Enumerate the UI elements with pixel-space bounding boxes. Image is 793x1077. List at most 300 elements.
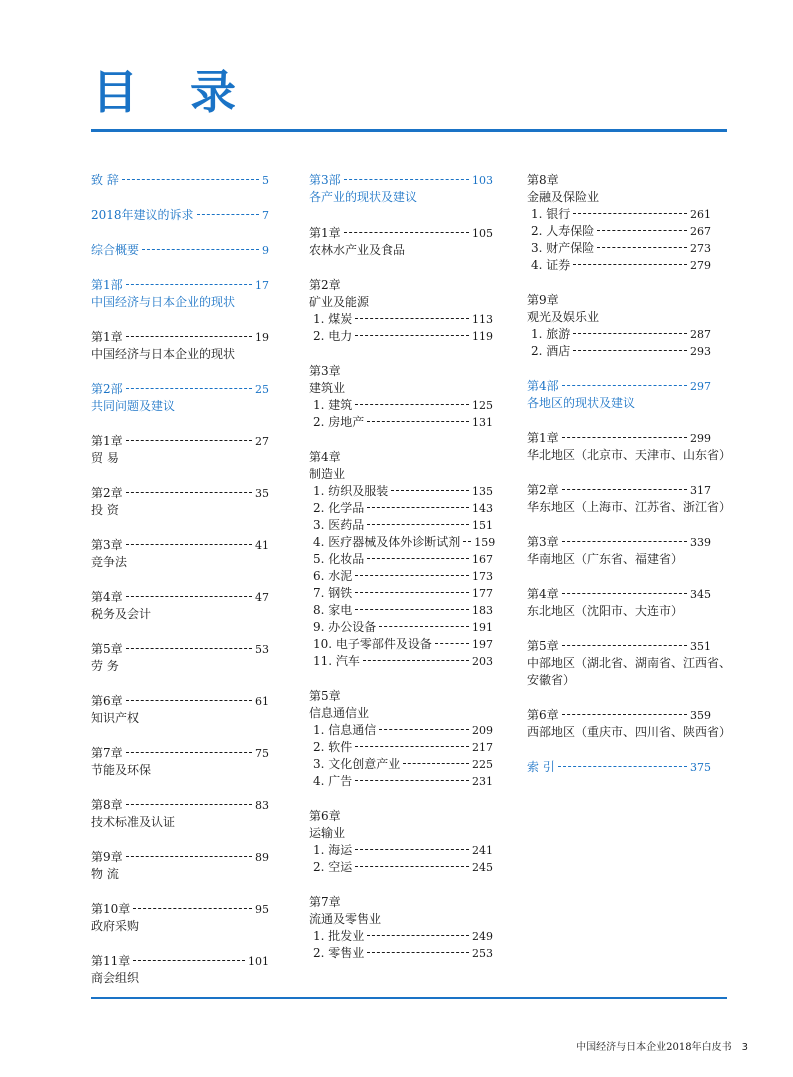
toc-entry [91, 953, 269, 987]
toc-page-number: 119 [472, 330, 493, 343]
toc-heading-link[interactable] [91, 641, 269, 658]
toc-item-link[interactable] [309, 397, 493, 414]
toc-item-link[interactable] [309, 928, 493, 945]
toc-heading-link[interactable] [309, 449, 493, 466]
title-underline [91, 129, 727, 132]
toc-label: 8. 家电 [313, 603, 353, 617]
toc-page-number: 173 [472, 570, 493, 583]
toc-item-link[interactable] [309, 756, 493, 773]
toc-entry [309, 277, 493, 345]
toc-label: 1. 建筑 [313, 398, 353, 412]
toc-label: 4. 证券 [531, 258, 571, 272]
toc-label: 第4章 [91, 590, 123, 604]
toc-entry [91, 849, 269, 883]
leader-dots [355, 318, 469, 319]
toc-heading-link[interactable] [527, 586, 711, 603]
toc-entry [527, 430, 732, 464]
footer-rule [91, 997, 727, 999]
toc-label: 第9章 [91, 850, 123, 864]
toc-subtitle: 商会组织 [91, 971, 140, 985]
toc-entry [527, 292, 711, 360]
toc-item-link[interactable] [309, 585, 493, 602]
toc-label: 11. 汽车 [313, 654, 360, 668]
toc-label: 致 辞 [91, 173, 119, 187]
toc-heading-link[interactable] [309, 894, 493, 911]
toc-page-number: 317 [690, 484, 711, 497]
toc-subtitle: 东北地区（沈阳市、大连市） [527, 604, 684, 618]
toc-label: 3. 财产保险 [531, 241, 595, 255]
toc-page-number: 339 [690, 536, 711, 549]
leader-dots [126, 388, 252, 389]
toc-page-number: 279 [690, 259, 711, 272]
leader-dots [573, 264, 687, 265]
leader-dots [367, 421, 469, 422]
leader-dots [391, 490, 469, 491]
toc-entry [91, 207, 269, 224]
toc-subtitle: 税务及会计 [91, 607, 152, 621]
toc-label: 第3章 [91, 538, 123, 552]
toc-heading-link[interactable] [527, 430, 711, 447]
toc-label: 3. 文化创意产业 [313, 757, 401, 771]
toc-subtitle: 劳 务 [91, 659, 119, 673]
toc-heading-link[interactable] [309, 808, 493, 825]
toc-page-number: 209 [472, 724, 493, 737]
leader-dots [367, 524, 469, 525]
toc-heading-link[interactable] [91, 745, 269, 762]
toc-heading-link[interactable] [309, 277, 493, 294]
toc-label: 第9章 [527, 293, 559, 307]
leader-dots [126, 700, 252, 701]
toc-heading-link[interactable] [91, 172, 269, 189]
leader-dots [367, 935, 469, 936]
toc-subtitle: 共同问题及建议 [91, 399, 176, 413]
toc-item-link[interactable] [309, 602, 493, 619]
toc-label: 第1章 [91, 434, 123, 448]
toc-label: 10. 电子零部件及设备 [313, 637, 432, 651]
footer-title: 中国经济与日本企业2018年白皮书 [576, 1042, 732, 1053]
leader-dots [562, 714, 687, 715]
toc-entry [91, 537, 269, 571]
leader-dots [126, 856, 252, 857]
toc-entry [309, 449, 496, 670]
toc-page-number: 217 [472, 741, 493, 754]
toc-item-link[interactable] [309, 551, 493, 568]
leader-dots [558, 766, 687, 767]
toc-label: 第8章 [527, 173, 559, 187]
toc-page-number: 287 [690, 328, 711, 341]
leader-dots [126, 752, 252, 753]
toc-page-number: 19 [255, 331, 269, 344]
toc-label: 3. 医药品 [313, 518, 365, 532]
toc-page-number: 191 [472, 621, 493, 634]
leader-dots [379, 626, 469, 627]
toc-label: 第6章 [527, 708, 559, 722]
toc-entry [527, 759, 711, 776]
leader-dots [562, 489, 687, 490]
toc-entry [91, 589, 269, 623]
toc-item-link[interactable] [527, 257, 711, 274]
leader-dots [562, 385, 687, 386]
toc-label: 2. 零售业 [313, 946, 365, 960]
toc-item-link[interactable] [309, 739, 493, 756]
toc-page-number: 113 [472, 313, 493, 326]
toc-label: 第5章 [527, 639, 559, 653]
page-title: 目 录 [92, 65, 255, 119]
page-number: 3 [741, 1042, 748, 1053]
leader-dots [562, 593, 687, 594]
toc-page-number: 105 [472, 227, 493, 240]
toc-page-number: 53 [255, 643, 269, 656]
toc-item-link[interactable] [309, 945, 493, 962]
leader-dots [379, 729, 469, 730]
toc-page-number: 225 [472, 758, 493, 771]
toc-label: 第7章 [91, 746, 123, 760]
toc-label: 2. 软件 [313, 740, 353, 754]
toc-page-number: 177 [472, 587, 493, 600]
toc-entry [91, 693, 269, 727]
leader-dots [562, 541, 687, 542]
toc-label: 第4章 [527, 587, 559, 601]
toc-label: 1. 煤炭 [313, 312, 353, 326]
toc-subtitle: 华北地区（北京市、天津市、山东省） [527, 448, 732, 462]
toc-item-link[interactable] [527, 326, 711, 343]
toc-page-number: 241 [472, 844, 493, 857]
leader-dots [403, 763, 469, 764]
toc-item-link[interactable] [309, 773, 493, 790]
toc-page-number: 101 [248, 955, 269, 968]
toc-label: 2018年建议的诉求 [91, 208, 194, 222]
toc-entry [309, 894, 493, 962]
toc-subtitle: 华东地区（上海市、江苏省、浙江省） [527, 500, 732, 514]
toc-label: 2. 空运 [313, 860, 353, 874]
toc-label: 9. 办公设备 [313, 620, 377, 634]
toc-subtitle: 信息通信业 [309, 706, 370, 720]
toc-entry [527, 482, 732, 516]
toc-entry [309, 363, 493, 431]
leader-dots [597, 247, 687, 248]
toc-subtitle: 农林水产业及食品 [309, 243, 406, 257]
toc-item-link[interactable] [309, 842, 493, 859]
toc-label: 2. 人寿保险 [531, 224, 595, 238]
leader-dots [126, 596, 252, 597]
toc-entry [309, 225, 493, 259]
toc-heading-link[interactable] [527, 292, 711, 309]
toc-heading-link[interactable] [91, 207, 269, 224]
toc-label: 第5章 [91, 642, 123, 656]
toc-page-number: 245 [472, 861, 493, 874]
toc-heading-link[interactable] [91, 329, 269, 346]
toc-subtitle: 制造业 [309, 467, 346, 481]
leader-dots [367, 558, 469, 559]
toc-subtitle: 节能及环保 [91, 763, 152, 777]
toc-subtitle: 中国经济与日本企业的现状 [91, 347, 236, 361]
toc-entry [91, 641, 269, 675]
leader-dots [355, 575, 469, 576]
toc-page-number: 17 [255, 279, 269, 292]
toc-subtitle: 技术标准及认证 [91, 815, 176, 829]
toc-label: 第2章 [527, 483, 559, 497]
leader-dots [133, 960, 245, 961]
toc-page-number: 203 [472, 655, 493, 668]
leader-dots [197, 214, 259, 215]
leader-dots [142, 249, 259, 250]
toc-page-number: 95 [255, 903, 269, 916]
toc-heading-link[interactable] [527, 378, 711, 395]
toc-entry [91, 745, 269, 779]
toc-heading-link[interactable] [91, 485, 269, 502]
toc-heading-link[interactable] [309, 688, 493, 705]
leader-dots [355, 849, 469, 850]
toc-entry [527, 707, 732, 741]
leader-dots [126, 284, 252, 285]
toc-page-number: 183 [472, 604, 493, 617]
toc-heading-link[interactable] [527, 759, 711, 776]
toc-heading-link[interactable] [91, 953, 269, 970]
toc-label: 第2部 [91, 382, 123, 396]
leader-dots [363, 660, 469, 661]
toc-item-link[interactable] [309, 311, 493, 328]
toc-subtitle: 建筑业 [309, 381, 346, 395]
toc-heading-link[interactable] [527, 534, 711, 551]
toc-label: 第2章 [91, 486, 123, 500]
toc-label: 第1部 [91, 278, 123, 292]
toc-heading-link[interactable] [527, 707, 711, 724]
toc-subtitle: 观光及娱乐业 [527, 310, 600, 324]
toc-item-link[interactable] [309, 636, 493, 653]
toc-item-link[interactable] [527, 223, 711, 240]
leader-dots [126, 336, 252, 337]
toc-label: 第4章 [309, 450, 341, 464]
toc-heading-link[interactable] [91, 849, 269, 866]
leader-dots [573, 350, 687, 351]
leader-dots [355, 592, 469, 593]
toc-page-number: 125 [472, 399, 493, 412]
toc-page-number: 267 [690, 225, 711, 238]
toc-label: 2. 电力 [313, 329, 353, 343]
toc-heading-link[interactable] [91, 589, 269, 606]
toc-item-link[interactable] [527, 240, 711, 257]
toc-label: 2. 酒店 [531, 344, 571, 358]
toc-item-link[interactable] [309, 534, 496, 551]
toc-entry [527, 172, 711, 274]
toc-item-link[interactable] [309, 500, 493, 517]
toc-page-number: 35 [255, 487, 269, 500]
toc-item-link[interactable] [309, 568, 493, 585]
toc-label: 第3章 [527, 535, 559, 549]
toc-heading-link[interactable] [91, 381, 269, 398]
leader-dots [367, 507, 469, 508]
leader-dots [126, 804, 252, 805]
toc-heading-link[interactable] [91, 433, 269, 450]
toc-page-number: 345 [690, 588, 711, 601]
toc-page-number: 7 [262, 209, 269, 222]
toc-heading-link[interactable] [309, 172, 493, 189]
toc-item-link[interactable] [309, 653, 493, 670]
toc-entry [91, 381, 269, 415]
toc-label: 6. 水泥 [313, 569, 353, 583]
toc-label: 第1章 [309, 226, 341, 240]
leader-dots [573, 333, 687, 334]
toc-item-link[interactable] [309, 722, 493, 739]
leader-dots [355, 866, 469, 867]
leader-dots [355, 335, 469, 336]
toc-subtitle: 知识产权 [91, 711, 140, 725]
leader-dots [344, 179, 469, 180]
leader-dots [435, 643, 469, 644]
toc-heading-link[interactable] [91, 797, 269, 814]
leader-dots [463, 541, 471, 542]
toc-heading-link[interactable] [527, 638, 711, 655]
toc-subtitle: 竞争法 [91, 555, 128, 569]
toc-item-link[interactable] [309, 414, 493, 431]
toc-heading-link[interactable] [527, 172, 711, 189]
toc-entry [527, 534, 711, 568]
toc-entry [309, 808, 493, 876]
leader-dots [126, 648, 252, 649]
toc-item-link[interactable] [527, 206, 711, 223]
toc-subtitle: 各地区的现状及建议 [527, 396, 636, 410]
toc-heading-link[interactable] [309, 363, 493, 380]
toc-page-number: 273 [690, 242, 711, 255]
toc-label: 第7章 [309, 895, 341, 909]
toc-label: 第1章 [527, 431, 559, 445]
leader-dots [126, 492, 252, 493]
toc-subtitle: 各产业的现状及建议 [309, 190, 418, 204]
toc-column-3 [527, 172, 732, 776]
toc-label: 2. 房地产 [313, 415, 365, 429]
toc-entry [91, 485, 269, 519]
toc-page-number: 47 [255, 591, 269, 604]
toc-page-number: 249 [472, 930, 493, 943]
toc-entry [527, 586, 711, 620]
toc-subtitle: 中部地区（湖北省、湖南省、江西省、 [527, 656, 732, 670]
toc-heading-link[interactable] [91, 537, 269, 554]
toc-entry [309, 688, 493, 790]
toc-item-link[interactable] [309, 328, 493, 345]
toc-page-number: 167 [472, 553, 493, 566]
toc-page-number: 293 [690, 345, 711, 358]
toc-subtitle: 安徽省） [527, 673, 576, 687]
toc-entry [91, 901, 269, 935]
toc-entry [91, 172, 269, 189]
toc-heading-link[interactable] [91, 277, 269, 294]
toc-page-number: 25 [255, 383, 269, 396]
toc-label: 第10章 [91, 902, 131, 916]
toc-label: 1. 银行 [531, 207, 571, 221]
toc-label: 7. 钢铁 [313, 586, 353, 600]
toc-item-link[interactable] [309, 859, 493, 876]
toc-label: 第2章 [309, 278, 341, 292]
toc-label: 1. 信息通信 [313, 723, 377, 737]
toc-page-number: 135 [472, 485, 493, 498]
toc-item-link[interactable] [309, 517, 493, 534]
toc-page-number: 253 [472, 947, 493, 960]
toc-page-number: 41 [255, 539, 269, 552]
toc-page-number: 5 [262, 174, 269, 187]
toc-page-number: 61 [255, 695, 269, 708]
toc-page-number: 159 [474, 536, 496, 549]
toc-label: 索 引 [527, 760, 555, 774]
toc-subtitle: 华南地区（广东省、福建省） [527, 552, 684, 566]
leader-dots [355, 404, 469, 405]
page-footer [576, 1038, 748, 1053]
toc-label: 第4部 [527, 379, 559, 393]
toc-label: 2. 化学品 [313, 501, 365, 515]
toc-entry [91, 242, 269, 259]
toc-entry [91, 329, 269, 363]
toc-subtitle: 流通及零售业 [309, 912, 382, 926]
toc-label: 5. 化妆品 [313, 552, 365, 566]
leader-dots [573, 213, 687, 214]
toc-entry [527, 378, 711, 412]
toc-entry [91, 433, 269, 467]
toc-page-number: 197 [472, 638, 493, 651]
leader-dots [597, 230, 687, 231]
toc-heading-link[interactable] [91, 901, 269, 918]
leader-dots [126, 440, 252, 441]
toc-page-number: 131 [472, 416, 493, 429]
toc-column-1 [91, 172, 269, 987]
toc-label: 1. 纺织及服装 [313, 484, 389, 498]
toc-item-link[interactable] [309, 619, 493, 636]
toc-item-link[interactable] [527, 343, 711, 360]
toc-label: 第3部 [309, 173, 341, 187]
toc-column-2 [309, 172, 496, 962]
toc-subtitle: 投 资 [91, 503, 119, 517]
toc-page-number: 375 [690, 761, 711, 774]
toc-subtitle: 矿业及能源 [309, 295, 370, 309]
leader-dots [126, 544, 252, 545]
toc-page-number: 297 [690, 380, 711, 393]
toc-page-number: 231 [472, 775, 493, 788]
toc-subtitle: 政府采购 [91, 919, 140, 933]
toc-page-number: 261 [690, 208, 711, 221]
toc-heading-link[interactable] [91, 693, 269, 710]
toc-entry [91, 277, 269, 311]
leader-dots [133, 908, 252, 909]
toc-label: 1. 批发业 [313, 929, 365, 943]
toc-heading-link[interactable] [309, 225, 493, 242]
toc-page-number: 83 [255, 799, 269, 812]
toc-label: 4. 医疗器械及体外诊断试剂 [313, 535, 461, 549]
toc-page-number: 351 [690, 640, 711, 653]
toc-label: 第1章 [91, 330, 123, 344]
toc-page-number: 143 [472, 502, 493, 515]
toc-page-number: 9 [262, 244, 269, 257]
toc-page-number: 89 [255, 851, 269, 864]
toc-label: 第6章 [91, 694, 123, 708]
toc-label: 1. 海运 [313, 843, 353, 857]
toc-label: 综合概要 [91, 243, 140, 257]
leader-dots [562, 645, 687, 646]
toc-heading-link[interactable] [527, 482, 711, 499]
toc-entry [91, 797, 269, 831]
toc-label: 第8章 [91, 798, 123, 812]
toc-item-link[interactable] [309, 483, 493, 500]
toc-page-number: 359 [690, 709, 711, 722]
toc-heading-link[interactable] [91, 242, 269, 259]
toc-label: 第6章 [309, 809, 341, 823]
leader-dots [367, 952, 469, 953]
toc-page-number: 75 [255, 747, 269, 760]
toc-subtitle: 贸 易 [91, 451, 119, 465]
leader-dots [344, 232, 469, 233]
toc-label: 第3章 [309, 364, 341, 378]
toc-page-number: 103 [472, 174, 493, 187]
toc-label: 1. 旅游 [531, 327, 571, 341]
toc-label: 第11章 [91, 954, 131, 968]
toc-subtitle: 物 流 [91, 867, 119, 881]
